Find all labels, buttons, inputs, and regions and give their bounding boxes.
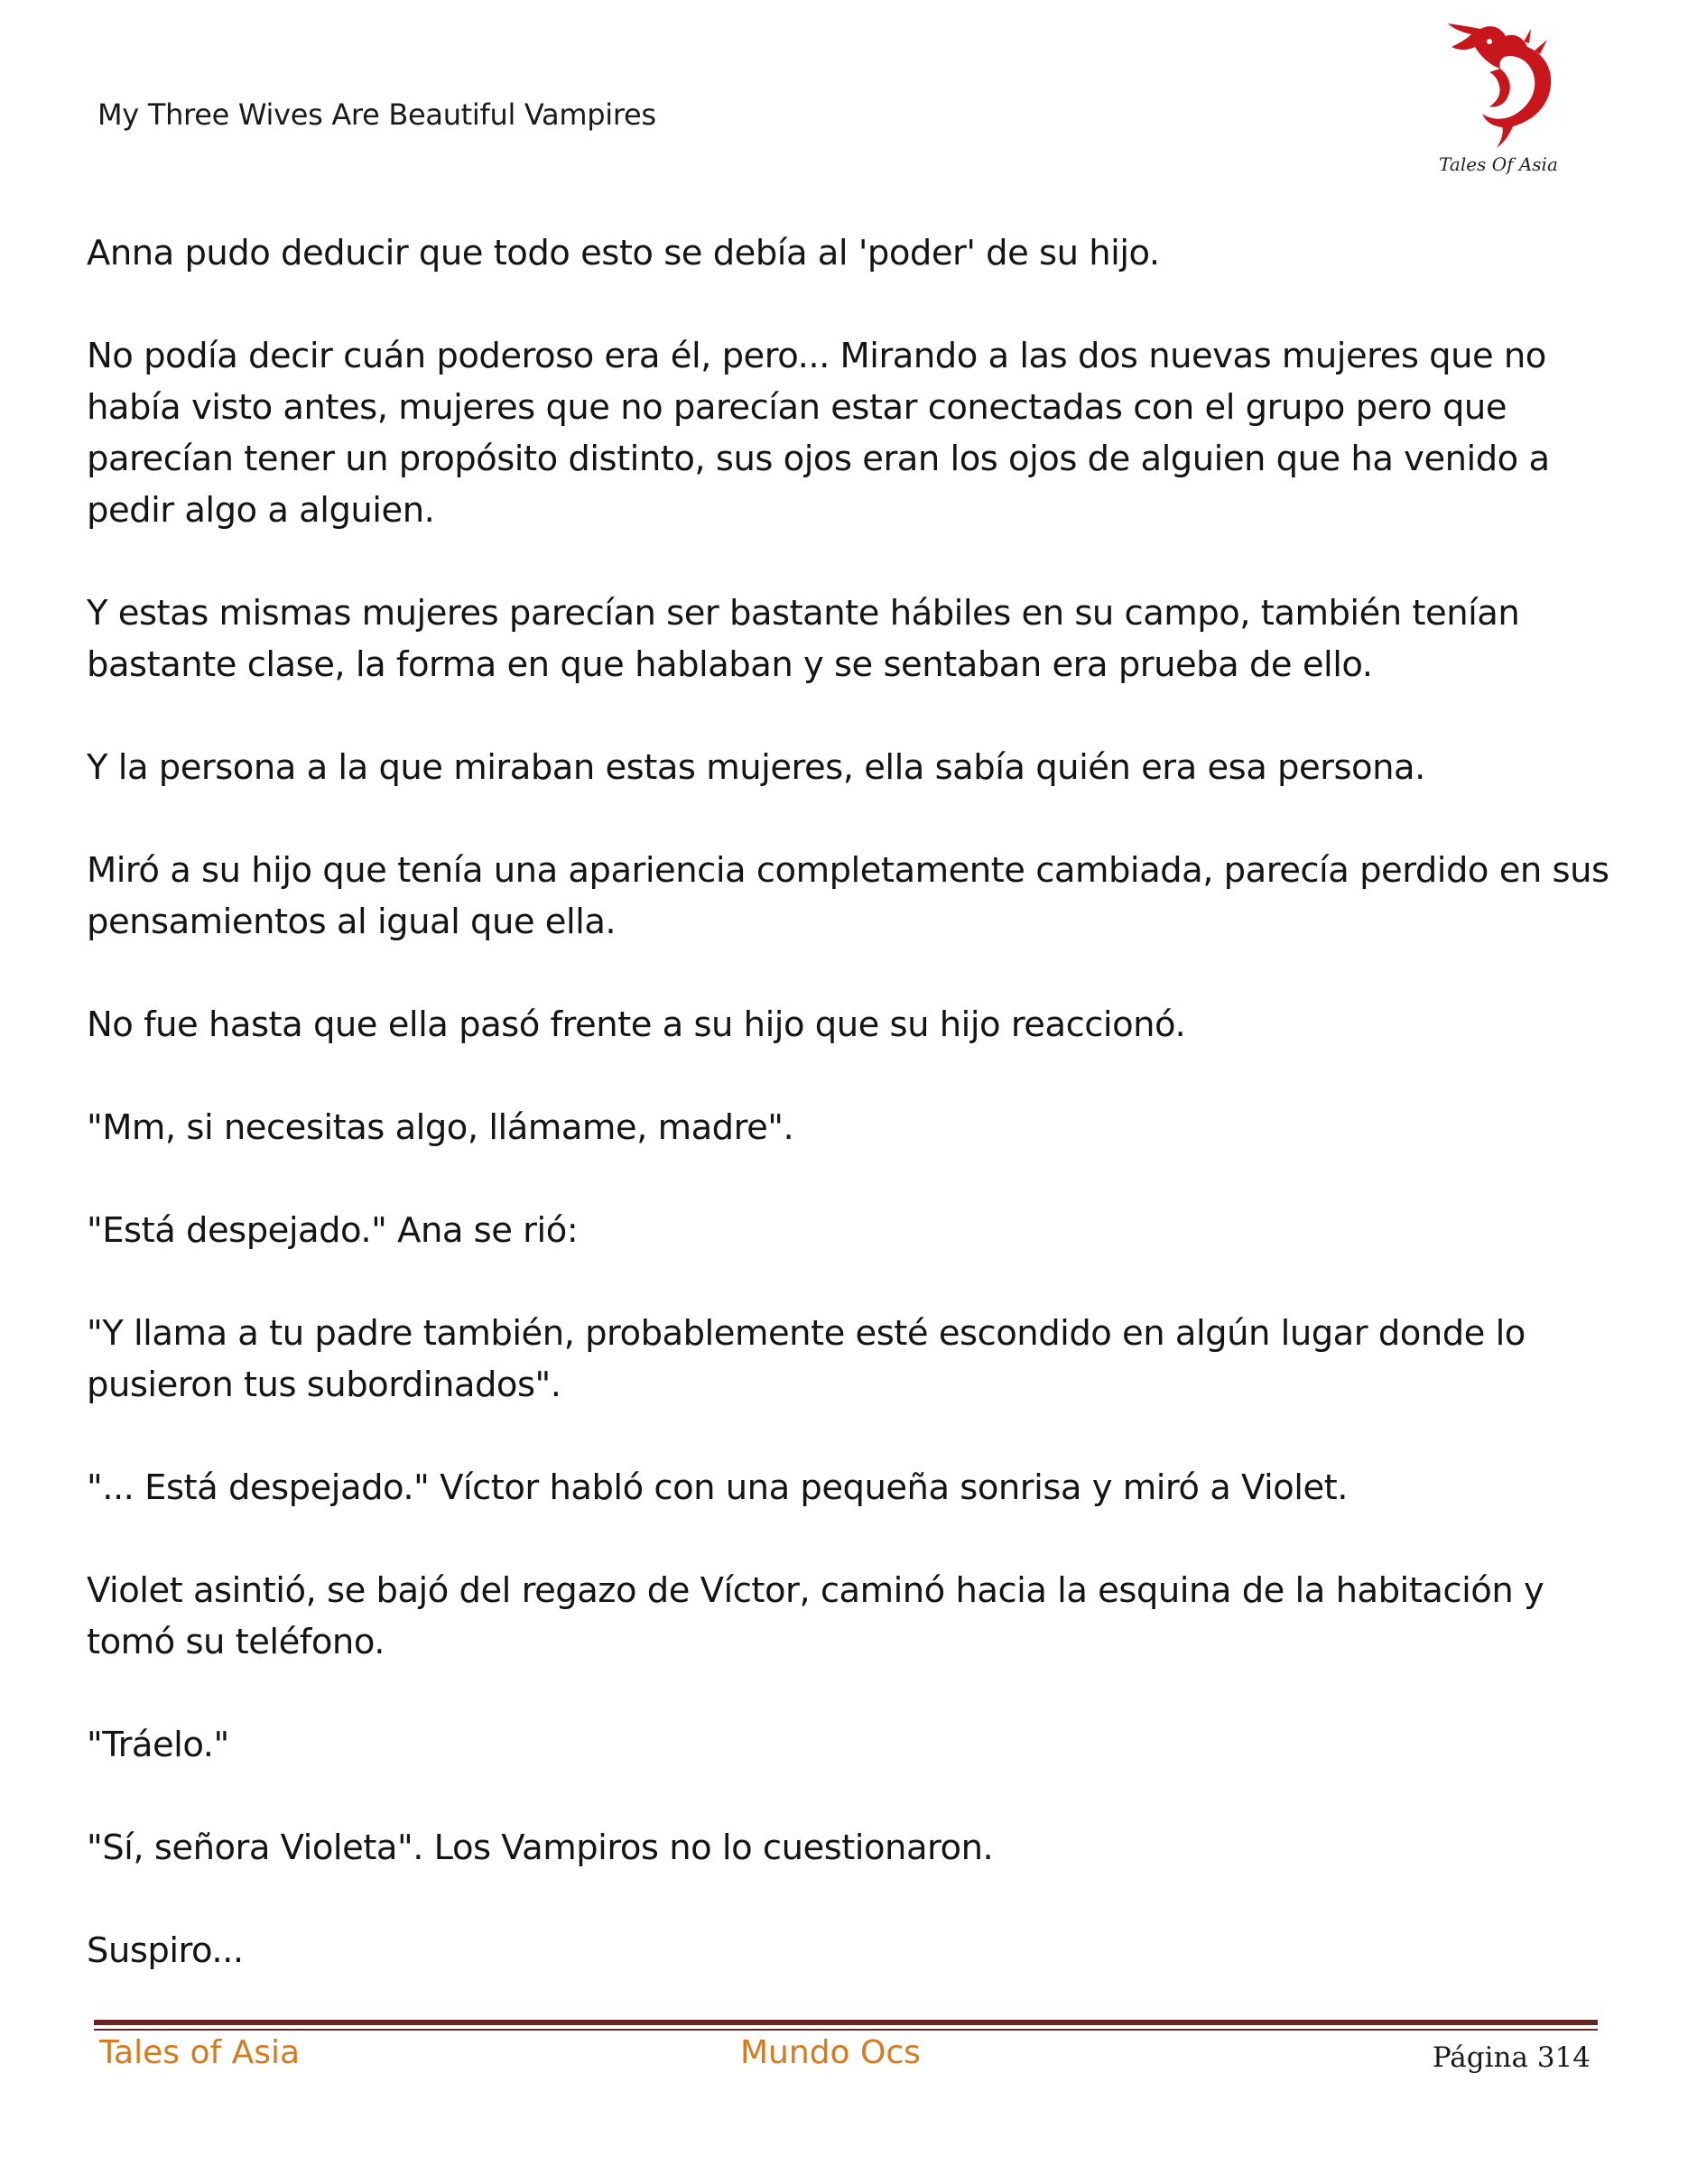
paragraph: Suspiro... [87,1930,244,1971]
paragraph: Miró a su hijo que tenía una apariencia completamente cambiada, parecía perdido en sus pensamientos al igual que ella. [87,850,1609,942]
paragraph: Y la persona a la que miraban estas mujeres, ella sabía quién era esa persona. [87,747,1425,788]
running-header-title: My Three Wives Are Beautiful Vampires [97,97,656,132]
paragraph: No fue hasta que ella pasó frente a su hijo que su hijo reaccionó. [87,1004,1186,1045]
footer-rule-thin [94,2029,1598,2031]
body-text [87,227,1621,2028]
logo-text: Tales Of Asia [1439,153,1558,175]
paragraph: "Mm, si necesitas algo, llámame, madre". [87,1107,794,1148]
paragraph: "Y llama a tu padre también, probablemente esté escondido en algún lugar donde lo pusieron tus subordinados". [87,1313,1526,1405]
footer-site-name: Tales of Asia [99,2034,301,2071]
paragraph: "Tráelo." [87,1725,229,1765]
dragon-icon [1426,20,1571,155]
paragraph: Violet asintió, se bajó del regazo de Víctor, caminó hacia la esquina de la habitación y tomó su teléfono. [87,1570,1544,1662]
paragraph: "Está despejado." Ana se rió: [87,1210,579,1251]
page-number: Página 314 [1432,2041,1591,2074]
paragraph: Y estas mismas mujeres parecían ser bastante hábiles en su campo, también tenían bastante clase, la forma en que hablaban y se sentaban era prueba de ello. [87,593,1520,685]
footer-section-name: Mundo Ocs [740,2034,921,2071]
paragraph: No podía decir cuán poderoso era él, pero... Mirando a las dos nuevas mujeres que no había visto antes, mujeres que no parecían estar conectadas con el grupo pero que parecían tener un propósito distinto, sus ojos eran los ojos de alguien que ha venido a pedir algo a alguien. [87,336,1550,531]
paragraph: "Sí, señora Violeta". Los Vampiros no lo cuestionaron. [87,1828,994,1868]
tales-of-asia-logo [1426,20,1571,182]
paragraph: Anna pudo deducir que todo esto se debía al 'poder' de su hijo. [87,233,1160,273]
paragraph: "... Está despejado." Víctor habló con una pequeña sonrisa y miró a Violet. [87,1467,1349,1508]
footer-rule-thick [94,2020,1598,2025]
